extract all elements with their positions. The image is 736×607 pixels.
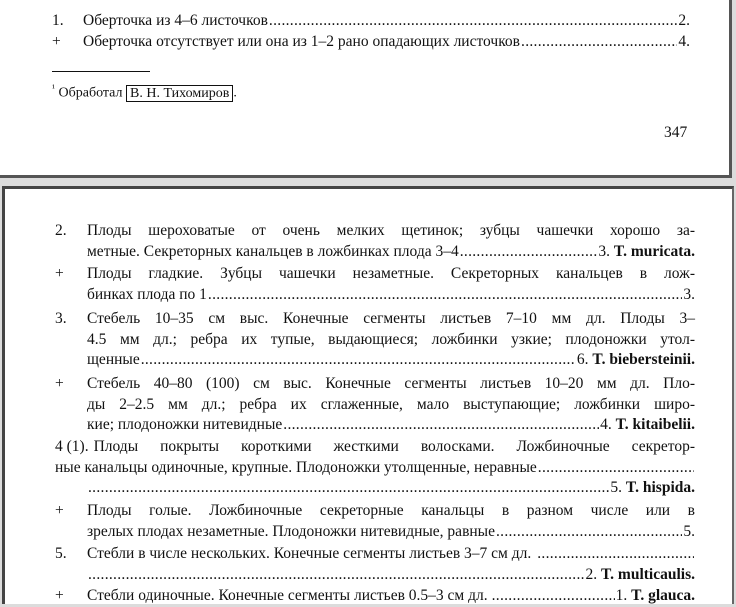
species-name: T. multicaulis. [600, 565, 695, 583]
species-name: T. biebersteinii. [592, 351, 695, 368]
key-entry-1-alt [52, 32, 690, 53]
entry-ref: 4. [600, 416, 612, 433]
species-name: T. hispida. [625, 479, 695, 496]
entry-ref: 4. [678, 33, 690, 50]
leader-dots [537, 544, 694, 565]
entry-ref: 6. [576, 351, 589, 368]
entry-line: ные канальцы одиночные, крупные. Плодоножки утолщенные, неравные [55, 458, 537, 476]
entry-line: Плоды шероховатые от очень мелких щетинок; зубцы чашечки хорошо за- [87, 222, 695, 239]
key-entry-4-alt [55, 501, 695, 542]
entry-ref: 2. [678, 12, 690, 29]
entry-marker: 5. [55, 545, 67, 562]
leader-dots [88, 565, 584, 586]
entry-line: кие; плодоножки нитевидные [87, 416, 283, 433]
entry-line: зрелых плодах незаметные. Плодоножки нитевидные, равные [87, 522, 495, 540]
bottom-page [2, 186, 734, 604]
key-entry-3 [55, 309, 695, 371]
entry-marker: + [55, 265, 64, 282]
entry-line: Стебли в числе нескольких. Конечные сегменты листьев 3–7 см дл. [87, 545, 532, 562]
entry-line: Стебель 10–35 см выс. Конечные сегменты листьев 7–10 мм дл. Плоды 3– [87, 310, 695, 327]
leader-dots [460, 242, 598, 263]
leader-dots [88, 478, 609, 499]
entry-ref: 3. [683, 285, 695, 303]
entry-ref: 5. [610, 479, 623, 496]
entry-marker: 4 (1). [55, 438, 89, 455]
leader-dots [269, 11, 677, 32]
leader-dots [521, 32, 677, 53]
footnote-text: Обработал [58, 85, 123, 101]
entry-marker: 1. [52, 12, 64, 29]
footnote-rule [52, 71, 150, 72]
leader-dots [141, 350, 576, 371]
key-entry-1 [52, 11, 690, 32]
entry-line: метные. Секреторных канальцев в ложбинках плода 3–4 [87, 242, 459, 260]
page-number: 347 [664, 124, 688, 141]
entry-line: Плоды голые. Ложбиночные секреторные канальцы в разном числе или в [87, 502, 695, 519]
footnote-mark: ¹ [52, 83, 55, 94]
entry-text: Оберточка отсутствует или она из 1–2 рано опадающих листочков [83, 33, 521, 50]
entry-ref: 2. [585, 565, 598, 583]
entry-line: Плоды покрыты короткими жесткими волосками. Ложбиночные секретор- [93, 438, 695, 455]
entry-line: щенные [87, 351, 140, 368]
entry-ref: 3. [598, 242, 611, 260]
species-name: T. glauca. [631, 587, 695, 604]
key-entry-2-alt [55, 264, 695, 305]
key-entry-5 [55, 544, 695, 585]
footnote [52, 80, 237, 103]
species-name: T. muricata. [613, 242, 695, 260]
footnote-end: . [233, 85, 237, 101]
entry-marker: 3. [55, 310, 67, 327]
leader-dots [208, 285, 682, 306]
top-page [0, 0, 732, 178]
key-entry-3-alt [55, 374, 695, 436]
species-name: T. kitaibelii. [615, 416, 695, 433]
entry-line: Стебель 40–80 (100) см выс. Конечные сегменты листьев 10–20 мм дл. Пло- [87, 375, 695, 392]
entry-ref: 5. [683, 522, 695, 540]
entry-marker: + [52, 33, 61, 50]
key-entry-5-alt [55, 586, 695, 607]
leader-dots [538, 458, 694, 479]
entry-marker: 2. [55, 222, 67, 239]
entry-marker: + [55, 375, 64, 392]
leader-dots [492, 586, 615, 607]
entry-marker: + [55, 502, 64, 519]
key-entry-4 [55, 437, 695, 499]
entry-line: бинках плода по 1 [87, 285, 207, 303]
entry-text: Оберточка из 4–6 листочков [83, 12, 268, 29]
entry-ref: 1. [615, 587, 628, 604]
entry-marker: + [55, 587, 64, 604]
entry-line: ды 2–2.5 мм дл.; ребра их сглаженные, мало выступающие; ложбинки широ- [87, 395, 695, 413]
leader-dots [283, 415, 599, 436]
footnote-author: В. Н. Тихомиров [126, 85, 233, 102]
entry-line: Плоды гладкие. Зубцы чашечки незаметные. Секреторных канальцев в лож- [87, 265, 695, 282]
entry-line: Стебли одиночные. Конечные сегменты листьев 0.5–3 см дл. [87, 587, 488, 604]
entry-line: 4.5 мм дл.; ребра их тупые, выдающиеся; ложбинки узкие; плодоножки утол- [87, 330, 695, 348]
key-entry-2 [55, 221, 695, 262]
leader-dots [496, 522, 682, 543]
